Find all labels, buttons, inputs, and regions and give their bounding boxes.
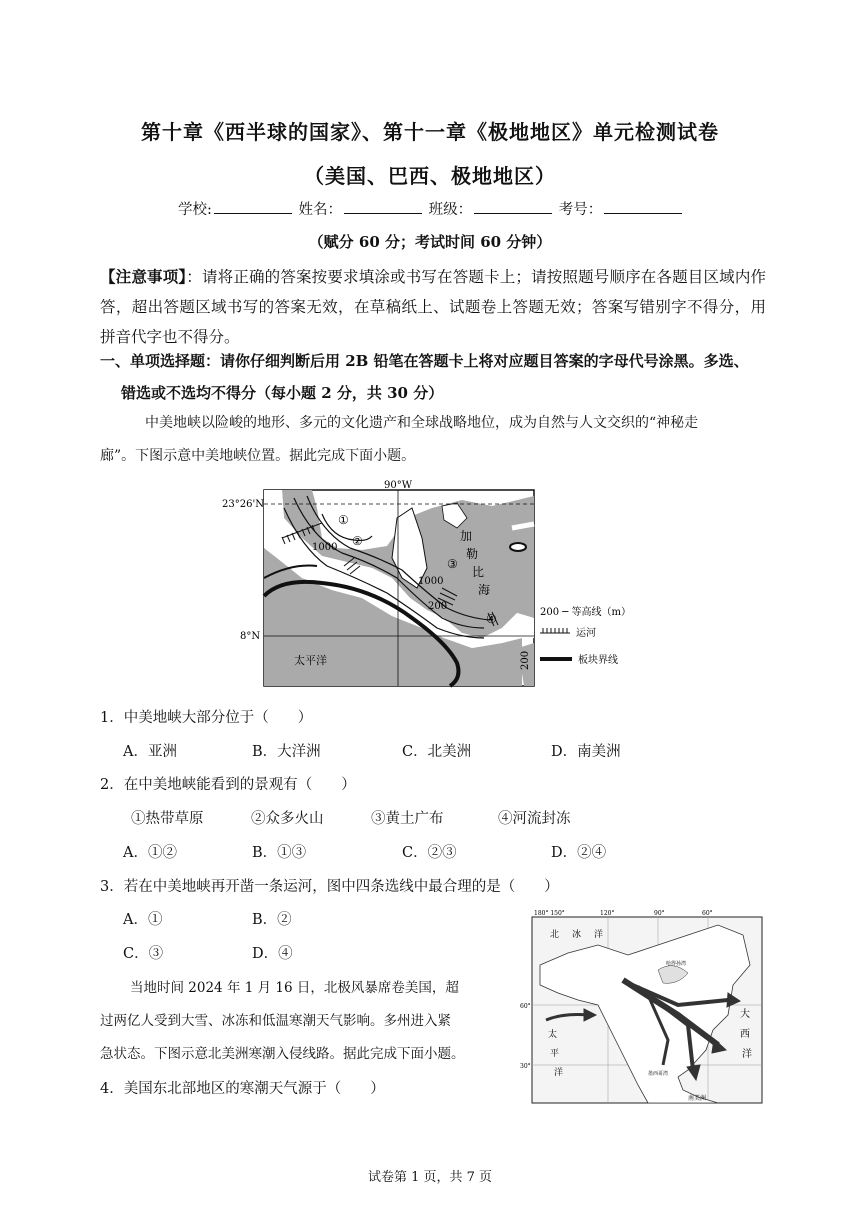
- q3-option-c[interactable]: C．③: [123, 946, 164, 962]
- lon-label-3: 90°: [654, 910, 665, 917]
- lon-label-4: 60°: [702, 910, 713, 917]
- q1-option-a[interactable]: A．亚洲: [123, 744, 177, 760]
- mark-4: ④: [486, 612, 497, 626]
- q1-stem: 1．中美地峡大部分位于（ ）: [100, 710, 313, 726]
- mark-3: ③: [447, 557, 458, 571]
- map1-legend: [540, 605, 631, 666]
- notice-label: 【注意事项】: [100, 267, 187, 286]
- name-blank[interactable]: [344, 199, 422, 214]
- passage2-line3: 急状态。下图示意北美洲寒潮入侵线路。据此完成下面小题。: [100, 1046, 465, 1062]
- central-america-map: [222, 478, 662, 690]
- contour-label-3: 200: [428, 601, 448, 612]
- atlantic-char-3: 洋: [742, 1049, 752, 1060]
- arctic-label: 北 冰 洋: [550, 930, 606, 940]
- cold-wave-map: [520, 905, 766, 1107]
- exam-no-blank[interactable]: [604, 199, 682, 214]
- mark-2: ②: [352, 534, 363, 548]
- lon-label-2: 120°: [600, 910, 615, 917]
- notice: [100, 262, 766, 352]
- passage1-line2: 廊”。下图示意中美地峡位置。据此完成下面小题。: [100, 448, 416, 464]
- sea-char-2: 勒: [466, 547, 479, 561]
- contour-label-1: 1000: [312, 542, 338, 553]
- atlantic-char-1: 大: [740, 1009, 750, 1020]
- q2-item-3: ③黄土广布: [371, 811, 444, 827]
- pacific-char-1: 太: [548, 1030, 558, 1040]
- legend-canal: 运河: [576, 628, 596, 639]
- page-title: 第十章《西半球的国家》、第十一章《极地地区》单元检测试卷: [141, 120, 719, 144]
- pacific-char-2: 平: [550, 1049, 560, 1059]
- q1-option-d[interactable]: D．南美洲: [551, 744, 621, 760]
- q2-stem: 2．在中美地峡能看到的景观有（ ）: [100, 777, 356, 793]
- q2-option-c[interactable]: C．②③: [402, 845, 457, 861]
- south-america-label: 南美洲: [688, 1095, 707, 1102]
- q2-option-d[interactable]: D．②④: [551, 845, 607, 861]
- section1-line2: 错选或不选均不得分（每小题 2 分，共 30 分）: [121, 384, 444, 402]
- class-label: 班级：: [428, 202, 473, 218]
- name-label: 姓名：: [298, 202, 342, 218]
- lon-label-1: 180° 150°: [534, 910, 565, 917]
- score-line: （赋分 60 分；考试时间 60 分钟）: [308, 233, 552, 251]
- passage2-line2: 过两亿人受到大雪、冰冻和低温寒潮天气影响。多州进入紧: [100, 1013, 451, 1029]
- q2-item-1: ①热带草原: [131, 811, 204, 827]
- pacific-label: 太平洋: [294, 654, 327, 667]
- school-blank[interactable]: [214, 199, 292, 214]
- section1-line1: 一、单项选择题：请你仔细判断后用 2B 铅笔在答题卡上将对应题目答案的字母代号涂黑。多选、: [100, 352, 749, 370]
- q3-option-b[interactable]: B．②: [252, 912, 292, 928]
- lat-top-label: 23°26'N: [222, 499, 264, 510]
- q1-option-b[interactable]: B．大洋洲: [252, 744, 321, 760]
- legend-plate: 板块界线: [578, 655, 618, 666]
- sea-char-4: 海: [478, 583, 491, 597]
- lat-60: 60°: [520, 1003, 531, 1010]
- q2-item-2: ②众多火山: [251, 811, 324, 827]
- q3-stem: 3．若在中美地峡再开凿一条运河，图中四条选线中最合理的是（ ）: [100, 879, 559, 895]
- class-blank[interactable]: [474, 199, 552, 214]
- q2-option-b[interactable]: B．①③: [252, 845, 307, 861]
- notice-text: ：请将正确的答案按要求填涂或书写在答题卡上；请按照题号顺序在各题目区域内作答，超出答题区域书写的答案无效，在草稿纸上、试题卷上答题无效；答案写错别字不得分，用拼音代字也不得分。: [100, 268, 766, 346]
- atlantic-char-2: 西: [740, 1029, 750, 1040]
- school-label: 学校:: [178, 202, 212, 218]
- contour-label-2: 1000: [418, 576, 444, 587]
- q1-option-c[interactable]: C．北美洲: [402, 744, 472, 760]
- q2-option-a[interactable]: A．①②: [123, 845, 177, 861]
- lat-mid-label: 8°N: [240, 631, 261, 642]
- q2-item-4: ④河流封冻: [498, 811, 571, 827]
- passage1-line1: 中美地峡以险峻的地形、多元的文化遗产和全球战略地位，成为自然与人文交织的“神秘走: [145, 415, 699, 431]
- q3-option-d[interactable]: D．④: [252, 946, 293, 962]
- passage2-line1: 当地时间 2024 年 1 月 16 日，北极风暴席卷美国，超: [130, 980, 459, 996]
- q4-stem: 4．美国东北部地区的寒潮天气源于（ ）: [100, 1081, 385, 1097]
- q3-option-a[interactable]: A．①: [123, 912, 163, 928]
- contour-label-4: 200: [520, 650, 531, 670]
- page-subtitle: （美国、巴西、极地地区）: [304, 164, 556, 188]
- hudson-label: 哈得孙湾: [666, 961, 687, 967]
- pacific-char-3: 洋: [554, 1068, 564, 1078]
- mark-1: ①: [338, 513, 349, 527]
- page-footer: 试卷第 1 页，共 7 页: [367, 1170, 493, 1185]
- legend-contour: 200 ─ 等高线（m）: [540, 607, 631, 618]
- sea-char-3: 比: [472, 565, 485, 579]
- exam-no-label: 考号：: [558, 202, 603, 218]
- gulf-label: 墨西哥湾: [648, 1071, 669, 1077]
- sea-char-1: 加: [460, 529, 473, 543]
- lon-label: 90°W: [384, 480, 413, 491]
- student-info-line: [178, 198, 684, 219]
- lat-30: 30°: [520, 1063, 531, 1070]
